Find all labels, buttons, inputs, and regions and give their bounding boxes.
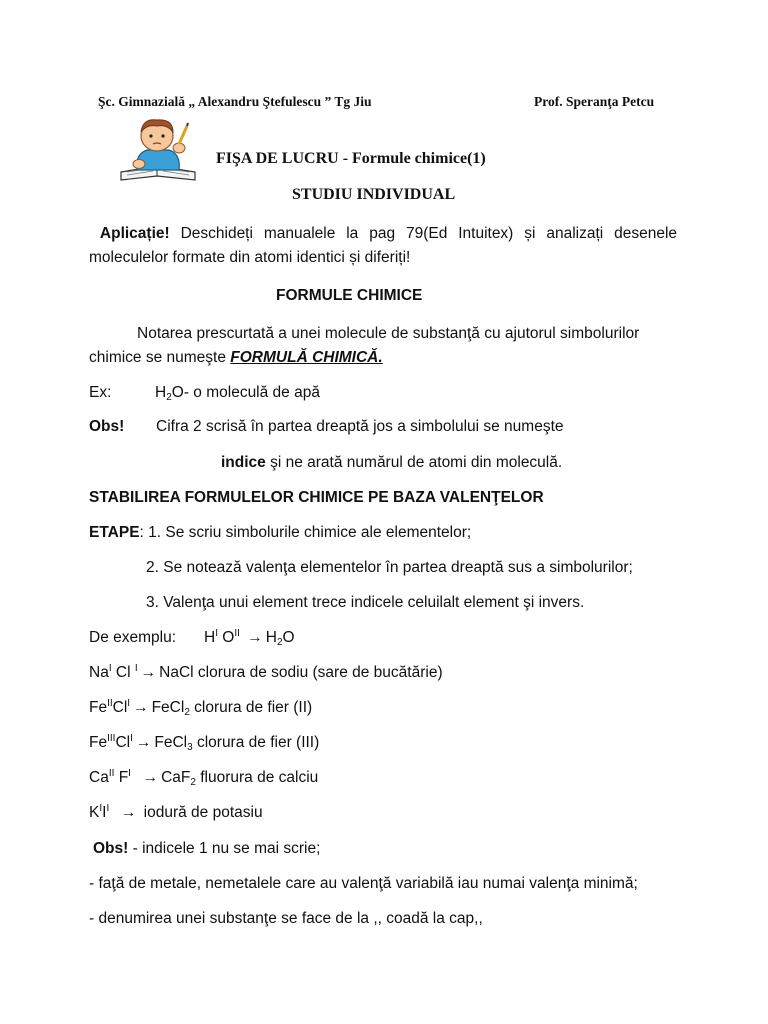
worksheet-title (216, 150, 486, 168)
obs1-line1: Cifra 2 scrisă în partea dreaptă jos a simbolului se numeşte (156, 418, 564, 435)
obs1-text2: şi ne arată numărul de atomi din moleculă. (265, 454, 563, 471)
example-h: H (155, 384, 167, 401)
formula: NaCl (159, 664, 194, 681)
val-b: I (130, 733, 133, 744)
aplicatie-line1 (89, 222, 677, 246)
val-b: I (106, 803, 110, 814)
val-a: I (215, 628, 218, 639)
section-heading-formule: FORMULE CHIMICE (276, 287, 423, 304)
el-a: Fe (89, 734, 108, 751)
formula-sub: 2 (190, 777, 196, 788)
step-3: 3. Valenţa unui element trece indicele celuilalt element şi invers. (146, 594, 585, 611)
aplicatie-line2: moleculelor formate din atomi identici și diferiți! (89, 249, 411, 266)
val-b: I (128, 768, 131, 779)
arrow-icon: → (133, 699, 149, 716)
val-a: I (99, 803, 103, 814)
val-a: III (107, 733, 116, 744)
teacher-name: Prof. Speranţa Petcu (534, 94, 655, 109)
val-b: I (127, 698, 131, 709)
worksheet-subtitle: STUDIU INDIVIDUAL (292, 186, 456, 203)
arrow-icon: → (135, 734, 152, 751)
steps-label: ETAPE (89, 524, 140, 541)
el-a: Ca (89, 769, 109, 786)
el-b: O (222, 629, 235, 646)
example-rest: O- o moleculă de apă (171, 384, 320, 401)
student-studying-clipart-icon (113, 114, 205, 186)
obs1-label: Obs! (89, 418, 125, 435)
formula: FeCl (151, 699, 185, 716)
definition-line1: Notarea prescurtată a unei molecule de substanţă cu ajutorul simbolurilor (137, 325, 640, 342)
val-a: II (108, 768, 115, 779)
val-a: I (108, 663, 112, 674)
el-b: Cl (115, 664, 131, 681)
el-b: Cl (112, 699, 128, 716)
val-b: I (134, 663, 138, 674)
el-a: H (204, 629, 216, 646)
arrow-icon: → (247, 629, 263, 646)
formula-sub: 2 (184, 707, 190, 718)
section-heading-stabilirea: STABILIREA FORMULELOR CHIMICE PE BAZA VALENŢELOR (89, 489, 544, 506)
examples-intro: De exemplu: (89, 629, 177, 646)
el-a: Na (89, 664, 109, 681)
substance-name: fluorura de calciu (195, 769, 319, 786)
substance-name: clorura de fier (II) (189, 699, 313, 716)
el-a: Fe (89, 699, 108, 716)
formula-sub: 3 (187, 742, 193, 753)
obs1-line2 (221, 454, 562, 472)
el-b: Cl (115, 734, 131, 751)
obs2-text: - indicele 1 nu se mai scrie; (128, 840, 321, 857)
steps-line1 (89, 524, 471, 542)
step-2: 2. Se notează valenţa elementelor în partea dreaptă sus a simbolurilor; (146, 559, 633, 576)
example-water-valences (204, 629, 295, 647)
formula-sub: 2 (276, 637, 283, 648)
obs2-line2: - faţă de metale, nemetalele care au valenţă variabilă iau numai valenţa minimă; (89, 875, 638, 892)
example-fecl2 (89, 699, 312, 717)
obs2-line3: - denumirea unei substanţe se face de la ,, coadă la cap,, (89, 910, 483, 927)
obs1-term: indice (221, 454, 266, 471)
definition-term: FORMULĂ CHIMICĂ. (230, 349, 383, 366)
formula-part: O (282, 629, 295, 646)
el-b: I (102, 804, 107, 821)
formula-part: H (265, 629, 277, 646)
step-1: : 1. Se scriu simbolurile chimice ale elementelor; (139, 524, 472, 541)
example-nacl (89, 664, 443, 682)
formula: CaF (161, 769, 191, 786)
formula: FeCl (154, 734, 188, 751)
definition-prefix: chimice se numeşte (89, 349, 231, 366)
worksheet-title-part2: - Formule chimice(1) (338, 150, 486, 167)
example-fecl3 (89, 734, 319, 752)
substance-name: clorura de sodiu (sare de bucătărie) (193, 664, 443, 681)
school-name: Şc. Gimnazială „ Alexandru Ştefulescu ” Tg Jiu (98, 94, 372, 109)
val-b: II (234, 628, 240, 639)
el-b: F (118, 769, 129, 786)
example-sub: 2 (166, 392, 172, 403)
obs2-label: Obs! (93, 840, 129, 857)
el-a: K (89, 804, 100, 821)
arrow-icon: → (140, 664, 157, 681)
arrow-icon: → (142, 769, 159, 786)
aplicatie-text1: Deschideți manualele la pag 79(Ed Intuitex) și analizați desenele (169, 225, 678, 242)
val-a: II (107, 698, 113, 709)
worksheet-title-part1: FIŞA DE LUCRU (216, 150, 339, 167)
example-label: Ex: (89, 384, 112, 401)
aplicatie-label: Aplicație! (99, 225, 170, 242)
definition-line2 (89, 349, 383, 367)
substance-name: iodură de potasiu (139, 804, 263, 821)
example-caf2 (89, 769, 318, 787)
example-ki (89, 804, 263, 822)
substance-name: clorura de fier (III) (192, 734, 320, 751)
obs2-line1 (93, 840, 320, 858)
example-water (155, 384, 320, 402)
arrow-icon: → (120, 804, 137, 821)
